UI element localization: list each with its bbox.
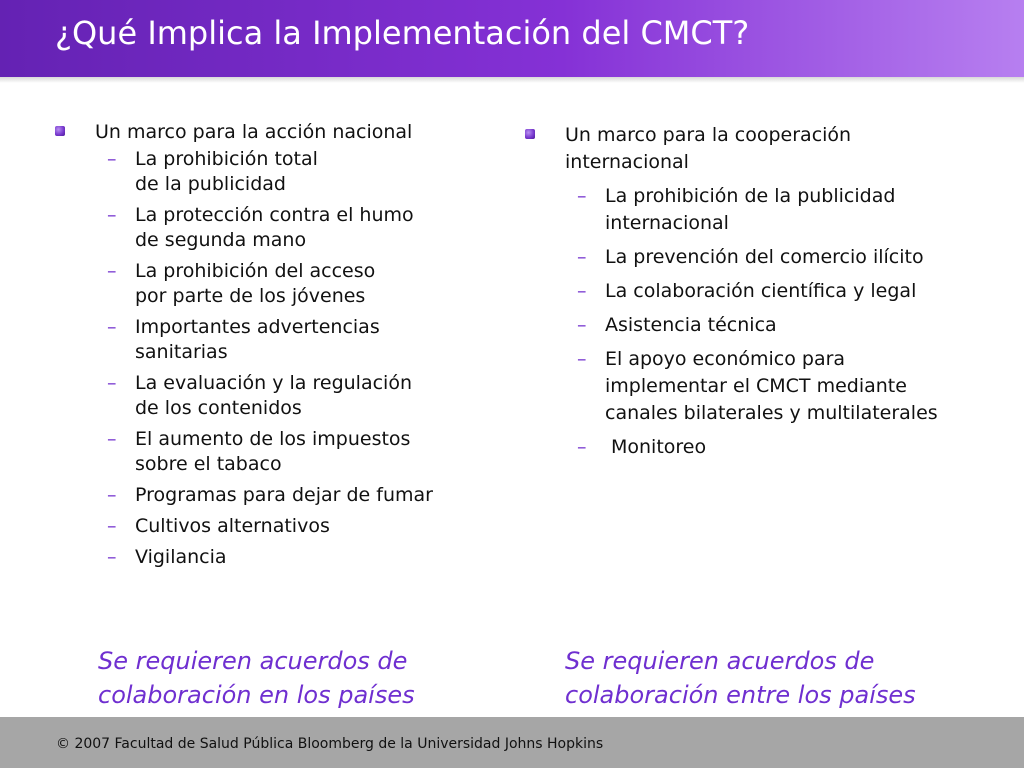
list-item-text: La prevención del comercio ilícito	[605, 246, 924, 268]
dash-bullet-icon: –	[107, 515, 117, 537]
left-sub-list	[55, 147, 475, 570]
right-sub-list	[525, 183, 995, 461]
right-column	[525, 122, 995, 461]
right-note-line1: Se requieren acuerdos de	[565, 647, 875, 675]
list-item	[55, 147, 475, 197]
square-bullet-icon	[525, 129, 535, 139]
left-column	[55, 119, 475, 570]
list-item	[55, 315, 475, 365]
list-item	[525, 244, 995, 271]
list-item-text: de la publicidad	[135, 173, 286, 195]
square-bullet-icon	[55, 126, 65, 136]
left-note-line1: Se requieren acuerdos de	[98, 647, 408, 675]
dash-bullet-icon: –	[107, 316, 117, 338]
right-note-line2: colaboración entre los países	[565, 681, 916, 709]
list-item	[525, 183, 995, 237]
list-item-text: La colaboración científica y legal	[605, 280, 917, 302]
list-item-text: La prohibición total	[135, 148, 318, 170]
left-note-line2: colaboración en los países	[98, 681, 415, 709]
list-item-text: de los contenidos	[135, 397, 302, 419]
dash-bullet-icon: –	[577, 348, 587, 370]
list-item	[525, 312, 995, 339]
dash-bullet-icon: –	[107, 546, 117, 568]
dash-bullet-icon: –	[577, 436, 587, 458]
dash-bullet-icon: –	[107, 204, 117, 226]
title-shadow	[0, 77, 1024, 83]
list-item	[55, 483, 475, 508]
list-item-text: Asistencia técnica	[605, 314, 777, 336]
list-item-text: La protección contra el humo	[135, 204, 414, 226]
right-heading-line1: Un marco para la cooperación	[565, 124, 852, 146]
list-item	[55, 545, 475, 570]
slide-title: ¿Qué Implica la Implementación del CMCT?	[55, 14, 750, 52]
list-item	[55, 371, 475, 421]
list-item-text: Cultivos alternativos	[135, 515, 330, 537]
left-note	[98, 644, 498, 712]
left-main-point	[55, 119, 475, 146]
left-heading: Un marco para la acción nacional	[95, 121, 413, 143]
list-item-text: Programas para dejar de fumar	[135, 484, 433, 506]
dash-bullet-icon: –	[107, 428, 117, 450]
list-item-text: La evaluación y la regulación	[135, 372, 412, 394]
list-item	[55, 203, 475, 253]
list-item-text: Importantes advertencias	[135, 316, 380, 338]
footer-bar	[0, 717, 1024, 768]
list-item-text: internacional	[605, 212, 729, 234]
list-item-text: La prohibición de la publicidad	[605, 185, 896, 207]
list-item	[55, 427, 475, 477]
list-item-text: Monitoreo	[611, 436, 707, 458]
list-item	[525, 434, 995, 461]
dash-bullet-icon: –	[107, 372, 117, 394]
dash-bullet-icon: –	[577, 314, 587, 336]
dash-bullet-icon: –	[107, 148, 117, 170]
dash-bullet-icon: –	[577, 280, 587, 302]
list-item	[55, 514, 475, 539]
dash-bullet-icon: –	[577, 246, 587, 268]
dash-bullet-icon: –	[107, 484, 117, 506]
list-item-text: por parte de los jóvenes	[135, 285, 366, 307]
list-item-text: implementar el CMCT mediante	[605, 375, 907, 397]
right-note	[565, 644, 1005, 712]
list-item-text: El aumento de los impuestos	[135, 428, 411, 450]
dash-bullet-icon: –	[577, 185, 587, 207]
list-item-text: sobre el tabaco	[135, 453, 282, 475]
list-item-text: sanitarias	[135, 341, 228, 363]
list-item	[525, 346, 995, 427]
right-main-point	[525, 122, 995, 176]
list-item-text: La prohibición del acceso	[135, 260, 376, 282]
list-item-text: canales bilaterales y multilaterales	[605, 402, 938, 424]
right-heading-line2: internacional	[565, 151, 689, 173]
list-item	[525, 278, 995, 305]
list-item-text: El apoyo económico para	[605, 348, 846, 370]
list-item	[55, 259, 475, 309]
list-item-text: de segunda mano	[135, 229, 307, 251]
dash-bullet-icon: –	[107, 260, 117, 282]
list-item-text: Vigilancia	[135, 546, 227, 568]
copyright-text: © 2007 Facultad de Salud Pública Bloomberg de la Universidad Johns Hopkins	[56, 736, 604, 752]
title-bar	[0, 0, 1024, 77]
